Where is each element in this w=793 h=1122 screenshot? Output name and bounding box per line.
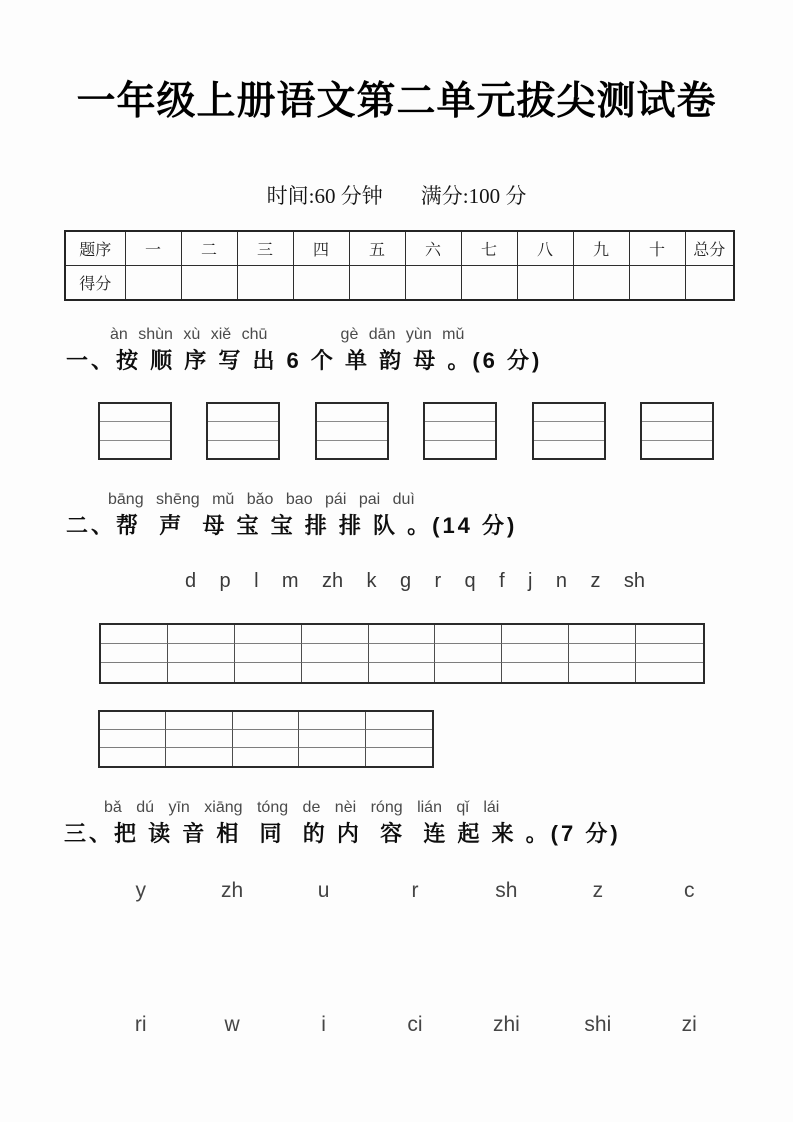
- grid-cell: [233, 748, 299, 766]
- match-item: ci: [407, 1013, 423, 1036]
- letter-item: k: [366, 570, 377, 592]
- score-col-1: 一: [125, 231, 181, 266]
- letter-item: g: [399, 570, 412, 592]
- score-empty-cell: [573, 266, 629, 301]
- letter-item: m: [281, 570, 299, 592]
- grid-cell: [168, 625, 235, 644]
- score-table-header-row: [65, 231, 734, 266]
- section1-heading: 一、按 顺 序 写 出 6 个 单 韵 母 。(6 分): [66, 348, 543, 373]
- match-item: zhi: [492, 1013, 520, 1036]
- score-empty-cell: [629, 266, 685, 301]
- grid-cell: [235, 644, 302, 663]
- score-col-2: 二: [181, 231, 237, 266]
- score-table-value-row: [65, 266, 734, 301]
- grid-cell: [435, 625, 502, 644]
- grid-cell: [235, 625, 302, 644]
- score-col-6: 六: [405, 231, 461, 266]
- score-col-total: 总分: [685, 231, 734, 266]
- grid-cell: [166, 748, 232, 766]
- score-col-9: 九: [573, 231, 629, 266]
- grid-cell: [569, 663, 636, 682]
- score-col-5: 五: [349, 231, 405, 266]
- match-item: c: [683, 879, 695, 902]
- score-col-7: 七: [461, 231, 517, 266]
- vowel-answer-box-row: [98, 402, 714, 460]
- section3-heading: 三、把 读 音 相 同 的 内 容 连 起 来 。(7 分): [64, 821, 621, 846]
- match-item: i: [321, 1013, 326, 1036]
- grid-cell: [366, 712, 432, 730]
- grid-cell: [233, 730, 299, 748]
- writing-grid-5col: [98, 710, 434, 768]
- letter-item: sh: [623, 570, 645, 592]
- match-item: zh: [221, 879, 244, 902]
- grid-cell: [636, 644, 703, 663]
- letter-item: l: [254, 570, 259, 592]
- answer-box: [423, 402, 497, 460]
- grid-cell: [100, 712, 166, 730]
- grid-cell: [302, 644, 369, 663]
- answer-box: [315, 402, 389, 460]
- grid-cell: [366, 748, 432, 766]
- letter-item: z: [590, 570, 601, 592]
- writing-grid-9col: [99, 623, 705, 684]
- letter-item: n: [555, 570, 568, 592]
- letter-item: r: [434, 570, 442, 592]
- grid-cell: [502, 625, 569, 644]
- grid-cell: [299, 748, 365, 766]
- match-item: sh: [495, 879, 518, 902]
- match-item: y: [135, 879, 146, 902]
- grid-cell: [369, 663, 436, 682]
- section1-pinyin: àn shùn xù xiě chū gè dān yùn mǔ: [110, 326, 465, 343]
- letter-item: zh: [322, 570, 344, 592]
- score-col-10: 十: [629, 231, 685, 266]
- question-order-label: 题序: [65, 231, 125, 266]
- match-item: zi: [681, 1013, 697, 1036]
- score-empty-cell: [349, 266, 405, 301]
- grid-cell: [100, 730, 166, 748]
- grid-cell: [166, 730, 232, 748]
- letter-item: j: [528, 570, 533, 592]
- grid-cell: [168, 663, 235, 682]
- grid-cell: [369, 625, 436, 644]
- grid-cell: [101, 644, 168, 663]
- time-limit-label: 时间:60 分钟: [266, 184, 383, 208]
- score-col-8: 八: [517, 231, 573, 266]
- match-item: r: [411, 879, 419, 902]
- matching-row-top: [95, 878, 735, 904]
- score-empty-cell: [685, 266, 734, 301]
- answer-box: [640, 402, 714, 460]
- grid-cell: [435, 644, 502, 663]
- match-item: w: [224, 1013, 240, 1036]
- grid-cell: [302, 663, 369, 682]
- answer-box: [206, 402, 280, 460]
- initials-letter-row: [185, 568, 645, 594]
- section2-heading: 二、帮 声 母 宝 宝 排 排 队 。(14 分): [66, 513, 518, 538]
- grid-cell: [168, 644, 235, 663]
- answer-box: [98, 402, 172, 460]
- full-score-label: 满分:100 分: [420, 184, 527, 208]
- grid-cell: [302, 625, 369, 644]
- match-item: u: [317, 879, 330, 902]
- answer-box: [532, 402, 606, 460]
- grid-cell: [299, 712, 365, 730]
- score-col-3: 三: [237, 231, 293, 266]
- score-obtained-label: 得分: [65, 266, 125, 301]
- paper-title: 一年级上册语文第二单元拔尖测试卷: [76, 80, 717, 123]
- letter-item: q: [464, 570, 476, 592]
- grid-cell: [569, 644, 636, 663]
- grid-cell: [299, 730, 365, 748]
- score-empty-cell: [517, 266, 573, 301]
- grid-cell: [101, 625, 168, 644]
- grid-cell: [502, 644, 569, 663]
- section3-pinyin: bǎ dú yīn xiāng tóng de nèi róng lián qǐ lái: [104, 799, 500, 816]
- score-empty-cell: [181, 266, 237, 301]
- grid-cell: [166, 712, 232, 730]
- grid-cell: [233, 712, 299, 730]
- grid-cell: [502, 663, 569, 682]
- score-empty-cell: [293, 266, 349, 301]
- grid-cell: [235, 663, 302, 682]
- letter-item: p: [219, 570, 231, 592]
- section2-pinyin: bāng shēng mǔ bǎo bao pái pai duì: [108, 491, 415, 508]
- score-table: [64, 230, 735, 301]
- score-empty-cell: [237, 266, 293, 301]
- grid-cell: [101, 663, 168, 682]
- grid-cell: [366, 730, 432, 748]
- grid-cell: [435, 663, 502, 682]
- score-empty-cell: [125, 266, 181, 301]
- match-item: shi: [584, 1013, 612, 1036]
- matching-row-bottom: [95, 1012, 735, 1038]
- score-empty-cell: [405, 266, 461, 301]
- match-item: z: [592, 879, 604, 902]
- paper-meta-line: [0, 183, 793, 209]
- score-col-4: 四: [293, 231, 349, 266]
- grid-cell: [636, 663, 703, 682]
- grid-cell: [100, 748, 166, 766]
- letter-item: f: [499, 570, 505, 592]
- match-item: ri: [134, 1013, 147, 1036]
- grid-cell: [369, 644, 436, 663]
- grid-cell: [569, 625, 636, 644]
- score-empty-cell: [461, 266, 517, 301]
- letter-item: d: [185, 570, 197, 592]
- grid-cell: [636, 625, 703, 644]
